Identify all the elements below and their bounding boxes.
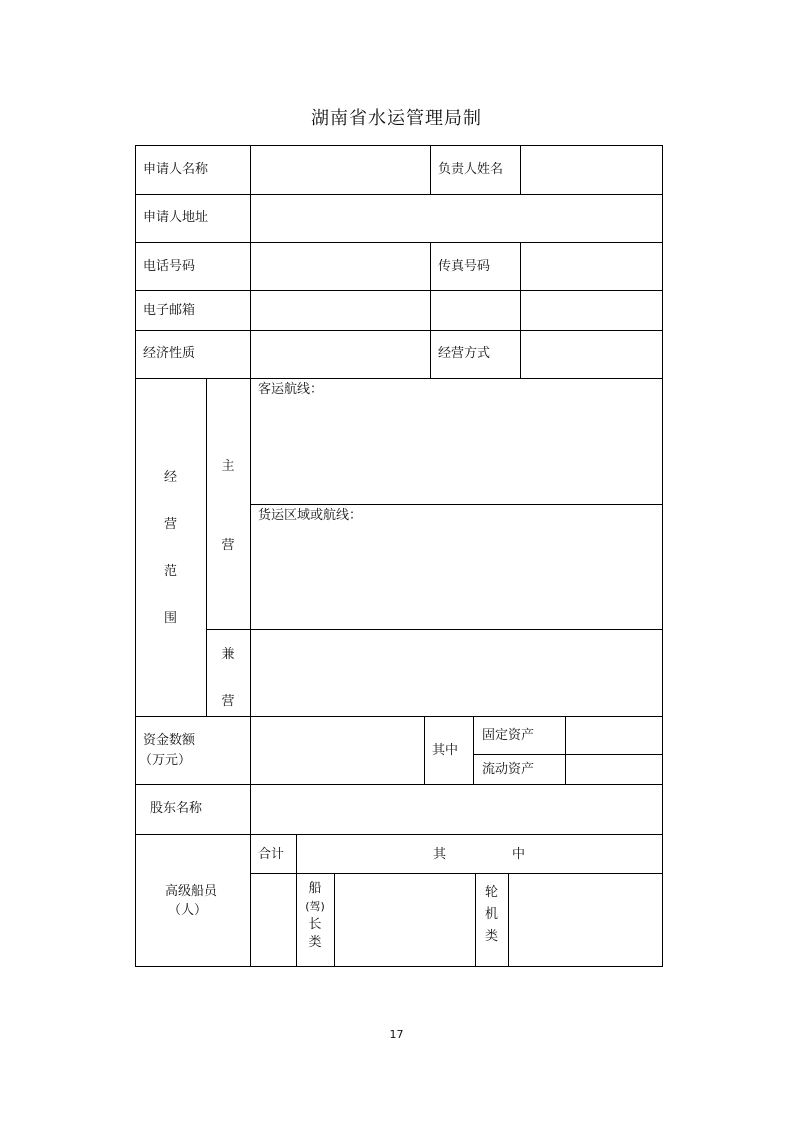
page-title: 湖南省水运管理局制 xyxy=(311,108,482,129)
col-line xyxy=(250,145,251,378)
fixed-assets-label: 固定资产 xyxy=(482,728,535,743)
engine-class-label: 轮 机 类 xyxy=(484,885,498,944)
of-which-label: 其中 xyxy=(432,743,459,758)
col-line xyxy=(430,242,431,378)
captain-class-label: 船 (驾) 长 类 xyxy=(305,881,325,950)
applicant-address-label: 申请人地址 xyxy=(143,210,209,225)
col-line xyxy=(250,784,251,966)
row-line xyxy=(135,966,663,967)
main-business-label: 主 营 xyxy=(221,459,235,553)
cargo-routes-label: 货运区域或航线： xyxy=(258,508,363,523)
senior-crew-label: 高级船员 xyxy=(165,884,218,899)
col-line xyxy=(424,716,425,784)
applicant-name-label: 申请人名称 xyxy=(143,162,209,177)
among-them-label-2: 中 xyxy=(512,847,526,862)
shareholders-label: 股东名称 xyxy=(150,801,203,816)
person-in-charge-label: 负责人姓名 xyxy=(438,162,504,177)
col-line xyxy=(662,145,663,966)
secondary-business-label: 兼 营 xyxy=(221,647,235,709)
col-line xyxy=(565,716,566,784)
col-line xyxy=(334,873,335,966)
economic-nature-label: 经济性质 xyxy=(143,346,196,361)
col-line xyxy=(430,145,431,194)
email-label: 电子邮箱 xyxy=(143,303,196,318)
col-line xyxy=(520,242,521,378)
capital-amount-label: 资金数额 xyxy=(143,733,196,748)
passenger-routes-label: 客运航线： xyxy=(258,382,324,397)
row-line xyxy=(250,504,663,505)
row-line xyxy=(473,754,663,755)
row-line xyxy=(135,194,663,195)
col-line xyxy=(250,716,251,784)
col-line xyxy=(250,378,251,716)
row-line xyxy=(135,716,663,717)
total-label: 合计 xyxy=(258,847,285,862)
row-line xyxy=(135,834,663,835)
phone-label: 电话号码 xyxy=(143,259,196,274)
page-number: 17 xyxy=(389,1028,404,1041)
senior-crew-unit-label: （人） xyxy=(168,903,208,918)
row-line xyxy=(135,290,663,291)
row-line xyxy=(135,378,663,379)
row-line xyxy=(250,873,663,874)
current-assets-label: 流动资产 xyxy=(482,762,535,777)
row-line xyxy=(206,629,663,630)
col-line xyxy=(508,873,509,966)
col-line xyxy=(473,716,474,784)
row-line xyxy=(135,145,663,146)
row-line xyxy=(135,330,663,331)
business-scope-label: 经 营 范 围 xyxy=(163,470,177,626)
capital-unit-label: （万元） xyxy=(139,753,192,768)
row-line xyxy=(135,784,663,785)
col-line xyxy=(520,145,521,194)
operation-mode-label: 经营方式 xyxy=(438,346,491,361)
among-them-label-1: 其 xyxy=(433,847,447,862)
fax-label: 传真号码 xyxy=(438,259,491,274)
row-line xyxy=(135,242,663,243)
